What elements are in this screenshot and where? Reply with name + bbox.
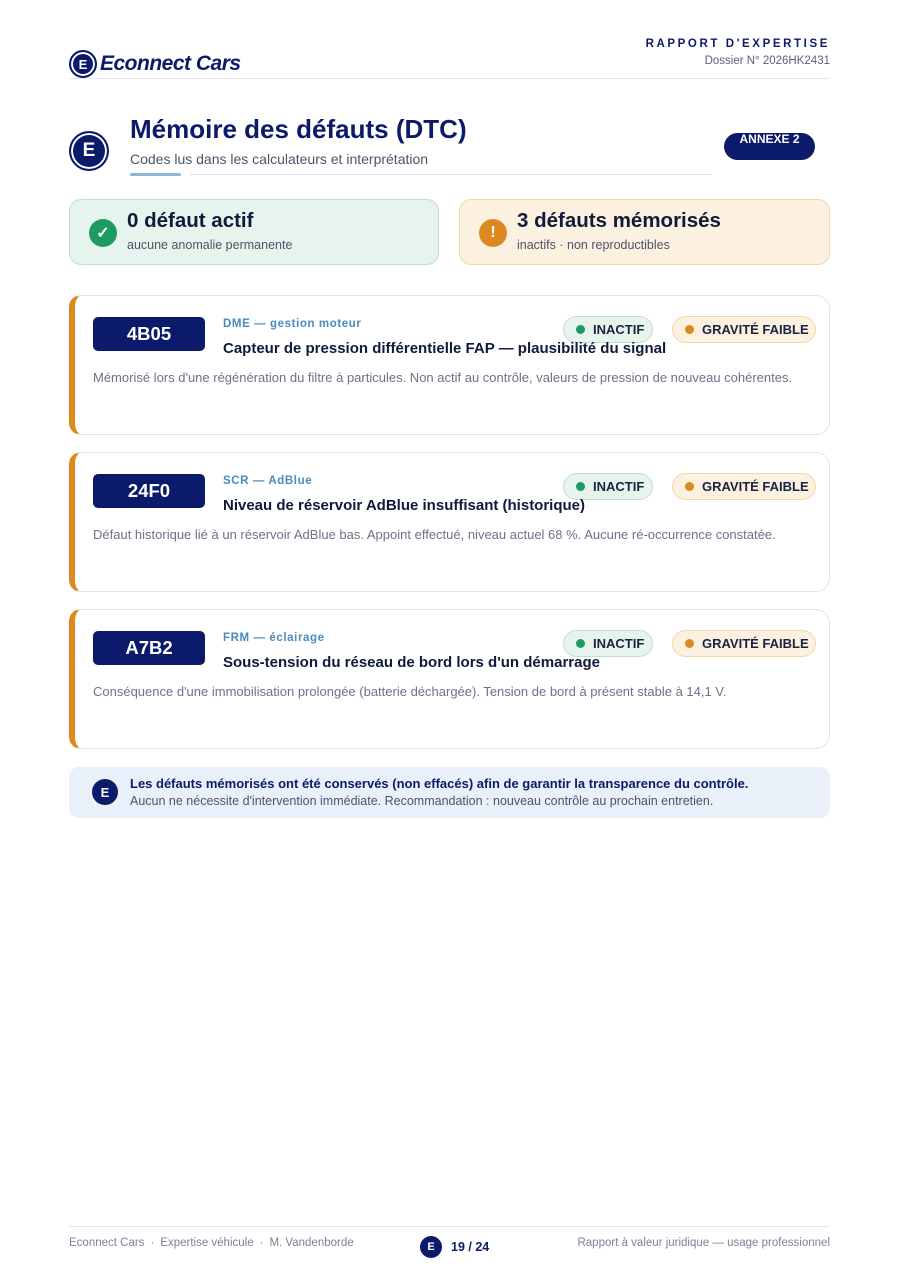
summary-active-detail: aucune anomalie permanente	[127, 238, 293, 252]
status-badge	[563, 630, 653, 657]
dtc-ecu: DME — gestion moteur	[223, 318, 362, 330]
page-title: Mémoire des défauts (DTC)	[130, 114, 467, 144]
brand-logo	[69, 50, 241, 78]
note-headline: Les défauts mémorisés ont été conservés (non effacés) afin de garantir la transparence du contrôle.	[130, 776, 749, 791]
severity-label: GRAVITÉ FAIBLE	[702, 636, 809, 651]
footer-service: Expertise véhicule	[160, 1237, 254, 1249]
dtc-code: 24F0	[93, 474, 205, 508]
dtc-description: Conséquence d'une immobilisation prolongée (batterie déchargée). Tension de bord à présent stable à 14,1 V.	[93, 684, 727, 699]
severity-badge	[672, 473, 816, 500]
info-note	[69, 767, 830, 818]
summary-stored-detail: inactifs · non reproductibles	[517, 238, 670, 252]
brand-name: Econnect Cars	[100, 52, 241, 75]
check-icon: ✓	[89, 219, 117, 247]
dtc-ecu: SCR — AdBlue	[223, 475, 313, 487]
green-dot-icon	[576, 482, 585, 491]
report-title: RAPPORT D'EXPERTISE	[645, 38, 830, 50]
severity-label: GRAVITÉ FAIBLE	[702, 322, 809, 337]
page-number: 19 / 24	[451, 1240, 490, 1254]
dtc-code: A7B2	[93, 631, 205, 665]
title-underline-accent	[130, 173, 181, 176]
page-subtitle: Codes lus dans les calculateurs et interprétation	[130, 151, 429, 167]
dossier-number: Dossier N° 2026HK2431	[704, 55, 830, 67]
section-badge-icon: E	[69, 131, 109, 171]
footer-legal: Rapport à valeur juridique — usage professionnel	[577, 1237, 830, 1249]
status-label: INACTIF	[593, 322, 645, 337]
dtc-description: Défaut historique lié à un réservoir AdBlue bas. Appoint effectué, niveau actuel 68 %. Aucune ré-occurrence constatée.	[93, 527, 776, 542]
orange-dot-icon	[685, 639, 694, 648]
severity-label: GRAVITÉ FAIBLE	[702, 479, 809, 494]
dtc-description: Mémorisé lors d'une régénération du filtre à particules. Non actif au contrôle, valeurs de pression de nouveau cohérentes.	[93, 370, 793, 385]
summary-stored-card	[459, 199, 830, 265]
header-divider	[69, 78, 830, 79]
note-badge-icon: E	[92, 779, 118, 805]
green-dot-icon	[576, 639, 585, 648]
footer-expert: M. Vandenborde	[269, 1237, 354, 1249]
footer-separator: ·	[259, 1237, 264, 1249]
status-badge	[563, 316, 653, 343]
green-dot-icon	[576, 325, 585, 334]
dtc-title: Sous-tension du réseau de bord lors d'un démarrage	[223, 654, 600, 671]
status-label: INACTIF	[593, 479, 645, 494]
annexe-badge: ANNEXE 2	[724, 133, 815, 160]
dtc-title: Niveau de réservoir AdBlue insuffisant (historique)	[223, 497, 586, 514]
dtc-card	[69, 452, 830, 592]
dtc-title: Capteur de pression différentielle FAP — plausibilité du signal	[223, 340, 667, 357]
dtc-card	[69, 609, 830, 749]
logo-mark-icon: E	[69, 50, 97, 78]
footer-separator: ·	[150, 1237, 155, 1249]
note-text: Aucun ne nécessite d'intervention immédiate. Recommandation : nouveau contrôle au prochain entretien.	[130, 794, 714, 808]
orange-dot-icon	[685, 325, 694, 334]
orange-dot-icon	[685, 482, 694, 491]
footer-left	[69, 1237, 354, 1249]
status-label: INACTIF	[593, 636, 645, 651]
title-underline	[190, 174, 712, 175]
summary-active-card	[69, 199, 439, 265]
summary-active-count: 0 défaut actif	[127, 209, 254, 232]
summary-stored-count: 3 défauts mémorisés	[517, 209, 721, 232]
exclamation-icon: !	[479, 219, 507, 247]
footer-company: Econnect Cars	[69, 1237, 145, 1249]
footer-divider	[69, 1226, 830, 1227]
dtc-card	[69, 295, 830, 435]
dtc-ecu: FRM — éclairage	[223, 632, 325, 644]
dtc-code: 4B05	[93, 317, 205, 351]
severity-badge	[672, 316, 816, 343]
severity-badge	[672, 630, 816, 657]
footer-badge-icon: E	[420, 1236, 442, 1258]
status-badge	[563, 473, 653, 500]
